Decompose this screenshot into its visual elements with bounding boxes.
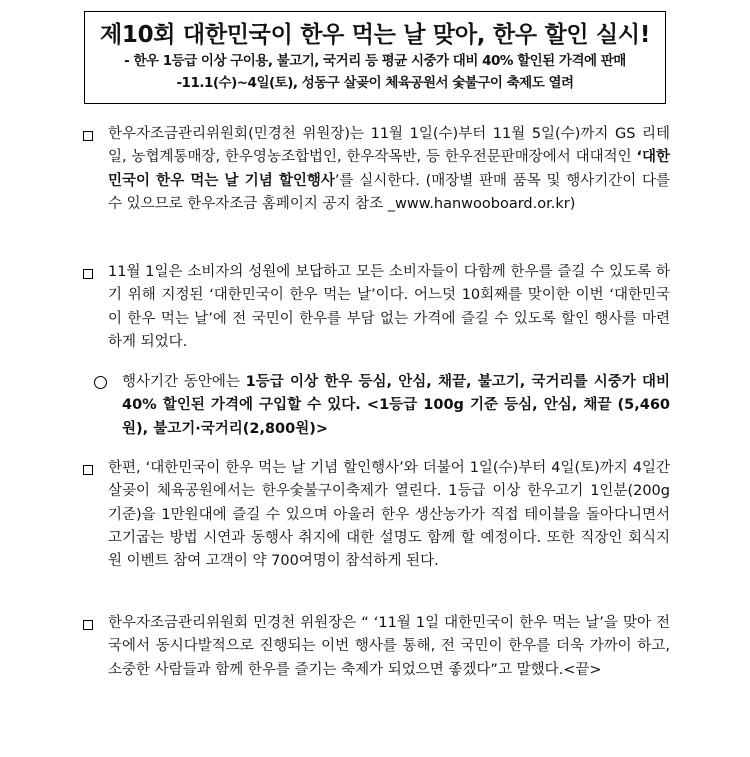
paragraph-text-part: 한우자조금관리위원회(민경천 위원장)는 11월 1일(수)부터 11월 5일(수)까지 GS 리테일, 농협계통매장, 한우영농조합법인, 한우작목반, 등 한우전문판매장에서 대대적인: [108, 126, 670, 166]
paragraph-text-part: ’를 실시한다. (매장별 판매 품목 및 행사기간이 다를 수 있으므로 한우자조금 홈페이지 공지 참조 _www.hanwooboard.or.kr): [108, 172, 671, 212]
paragraph-discount-detail: [92, 371, 670, 441]
paragraph-bbq-festival: [80, 457, 670, 573]
paragraph-chairman-quote: [80, 612, 670, 682]
square-bullet-icon: [80, 457, 96, 483]
paragraph-text: 한우자조금관리위원회 민경천 위원장은 “ ‘11월 1일 대한민국이 한우 먹는 날’을 맞아 전국에서 동시다발적으로 진행되는 이번 행사를 통해, 전 국민이 한우를 더욱 가까이 하고, 소중한 사람들과 함께 한우를 즐기는 축제가 되었으면 좋겠다”고 말했다.<끝>: [108, 615, 670, 678]
discount-detail-bold: 1등급 이상 한우 등심, 안심, 채끝, 불고기, 국거리를 시중가 대비 40% 할인된 가격에 구입할 수 있다. <1등급 100g 기준 등심, 안심, 채끝 (5,460원), 불고기·국거리(2,800원)>: [122, 374, 670, 437]
paragraph-text: [122, 371, 670, 441]
paragraph-text-part: 행사기간 동안에는: [122, 374, 246, 390]
paragraph-organizer-sale: [80, 123, 670, 216]
headline-box: [84, 11, 666, 104]
paragraph-text: [108, 123, 670, 216]
circle-bullet-icon: [92, 371, 108, 397]
square-bullet-icon: [80, 612, 96, 638]
square-bullet-icon: [80, 123, 96, 149]
paragraph-hanwoo-day: [80, 261, 670, 354]
headline-subtitle-1: - 한우 1등급 이상 구이용, 불고기, 국거리 등 평균 시중가 대비 40% 할인된 가격에 판매: [124, 53, 626, 69]
square-bullet-icon: [80, 261, 96, 287]
paragraph-text: 11월 1일은 소비자의 성원에 보답하고 모든 소비자들이 다함께 한우를 즐길 수 있도록 하기 위해 지정된 ‘대한민국이 한우 먹는 날’이다. 어느덧 10회째를 맞이한 이번 ‘대한민국이 한우 먹는 날’에 전 국민이 한우를 부담 없는 가격에 즐길 수 있도록 할인 행사를 마련하게 되었다.: [108, 264, 670, 350]
headline-subtitle-2: -11.1(수)~4일(토), 성동구 살곶이 체육공원서 숯불구이 축제도 열려: [176, 75, 574, 91]
event-name-bold: ‘대한민국이 한우 먹는 날 기념 할인행사: [108, 149, 670, 189]
headline-title: 제10회 대한민국이 한우 먹는 날 맞아, 한우 할인 실시!: [99, 22, 651, 48]
paragraph-text: 한편, ‘대한민국이 한우 먹는 날 기념 할인행사’와 더불어 1일(수)부터 4일(토)까지 4일간 살곶이 체육공원에서는 한우숯불구이축제가 열린다. 1등급 이상 한우고기 1인분(200g 기준)을 1만원대에 즐길 수 있으며 아울러 한우 생산농가가 직접 테이블을 돌아다니면서 고기굽는 방법 시연과 동행사 취지에 대한 설명도 함께 할 예정이다. 또한 직장인 회식지원 이벤트 참여 고객이 약 700여명이 참석하게 된다.: [108, 460, 670, 570]
